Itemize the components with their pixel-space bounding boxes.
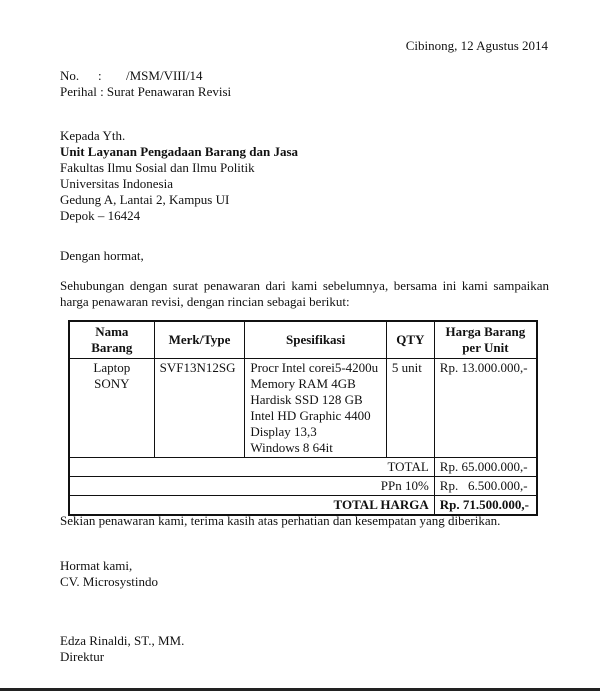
summary-label: TOTAL	[69, 458, 434, 477]
number-value: /MSM/VIII/14	[126, 68, 203, 83]
spec-line: Hardisk SSD 128 GB	[250, 392, 363, 407]
summary-row-total	[69, 458, 537, 477]
intro-line: harga penawaran revisi, dengan rincian sebagai berikut:	[60, 294, 350, 309]
signatory-title: Direktur	[60, 649, 105, 664]
offer-table	[68, 320, 538, 516]
table-row	[69, 359, 537, 458]
cell-spesifikasi	[245, 359, 387, 458]
cell-harga: Rp. 13.000.000,-	[434, 359, 537, 458]
recipient-name: Unit Layanan Pengadaan Barang dan Jasa	[60, 144, 299, 159]
header-nama-barang: Nama Barang	[69, 321, 154, 359]
summary-label: TOTAL HARGA	[69, 496, 434, 516]
summary-value: Rp. 6.500.000,-	[434, 477, 537, 496]
letter-subject: Perihal : Surat Penawaran Revisi	[60, 84, 232, 99]
spec-line: Windows 8 64it	[250, 440, 333, 455]
recipient-salutation: Kepada Yth.	[60, 128, 126, 143]
intro-line: Sehubungan dengan surat penawaran dari kami sebelumnya, bersama ini kami sampaikan	[60, 278, 549, 293]
signatory-name: Edza Rinaldi, ST., MM.	[60, 633, 185, 648]
summary-label: PPn 10%	[69, 477, 434, 496]
intro-paragraph	[60, 278, 549, 310]
cell-nama-barang: Laptop SONY	[69, 359, 154, 458]
cell-qty: 5 unit	[386, 359, 434, 458]
place-date: Cibinong, 12 Agustus 2014	[405, 38, 548, 53]
letter-number	[60, 68, 231, 84]
regards-line: Hormat kami,	[60, 558, 133, 573]
company-name: CV. Microsystindo	[60, 574, 158, 589]
header-merk-type: Merk/Type	[154, 321, 245, 359]
cell-merk-type: SVF13N12SG	[154, 359, 245, 458]
header-harga: Harga Barang per Unit	[434, 321, 537, 359]
table-header-row	[69, 321, 537, 359]
recipient-line: Depok – 16424	[60, 208, 141, 223]
greeting: Dengan hormat,	[60, 248, 144, 263]
regards-block	[60, 558, 158, 590]
spec-line: Memory RAM 4GB	[250, 376, 356, 391]
header-qty: QTY	[386, 321, 434, 359]
spec-line: Display 13,3	[250, 424, 317, 439]
spec-line: Intel HD Graphic 4400	[250, 408, 371, 423]
recipient-line: Gedung A, Lantai 2, Kampus UI	[60, 192, 230, 207]
spec-line: Procr Intel corei5-4200u	[250, 360, 379, 375]
number-colon: :	[98, 68, 102, 83]
recipient-line: Universitas Indonesia	[60, 176, 174, 191]
summary-row-ppn	[69, 477, 537, 496]
summary-value: Rp. 65.000.000,-	[434, 458, 537, 477]
recipient-line: Fakultas Ilmu Sosial dan Ilmu Politik	[60, 160, 255, 175]
letter-meta	[60, 68, 231, 100]
recipient-block	[60, 128, 298, 224]
signatory-block	[60, 633, 184, 665]
summary-value: Rp. 71.500.000,-	[434, 496, 537, 516]
number-label: No.	[60, 68, 80, 83]
closing-sentence: Sekian penawaran kami, terima kasih atas perhatian dan kesempatan yang diberikan.	[60, 513, 501, 528]
header-spesifikasi: Spesifikasi	[245, 321, 387, 359]
